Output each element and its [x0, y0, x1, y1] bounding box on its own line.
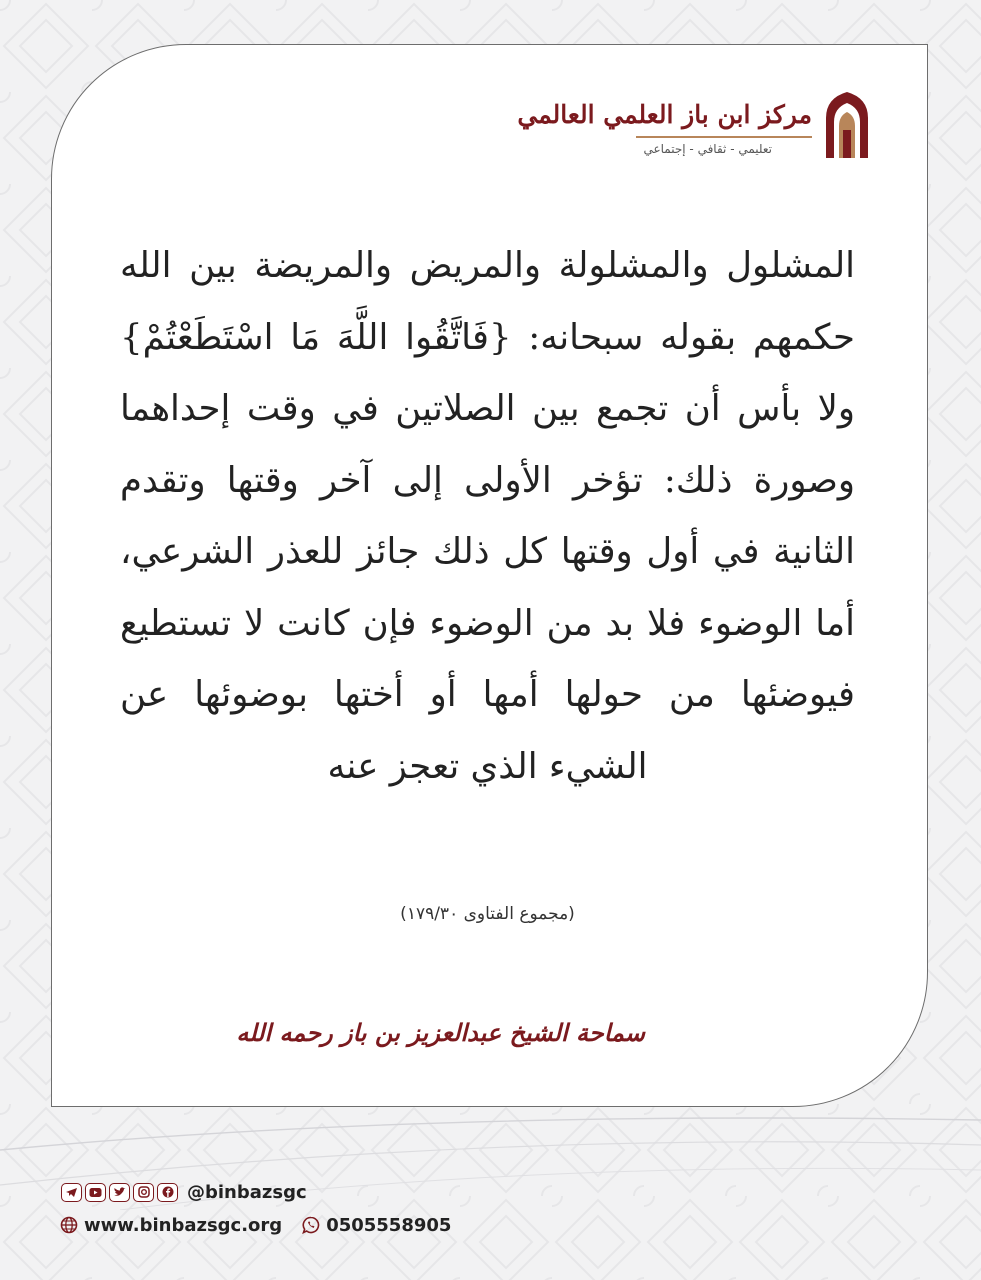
phone-number[interactable]: 0505558905	[326, 1214, 452, 1236]
social-handle[interactable]: @binbazsgc	[187, 1181, 307, 1203]
website-link[interactable]: www.binbazsgc.org	[84, 1214, 283, 1236]
social-links	[61, 1180, 307, 1204]
citation: (مجموع الفتاوى ١٧٩/٣٠)	[400, 904, 575, 924]
brand-logo	[517, 86, 900, 176]
brand-title: مركز ابن باز العلمي العالمي	[517, 100, 812, 129]
instagram-icon[interactable]	[133, 1183, 154, 1202]
contact-row	[60, 1213, 451, 1237]
calligraphy-signature: سماحة الشيخ عبدالعزيز بن باز رحمه الله	[236, 1018, 645, 1047]
whatsapp-icon	[302, 1216, 320, 1234]
brand-divider	[636, 136, 812, 138]
telegram-icon[interactable]	[61, 1183, 82, 1202]
youtube-icon[interactable]	[85, 1183, 106, 1202]
fatwa-text: المشلول والمشلولة والمريض والمريضة بين الله حكمهم بقوله سبحانه: {فَاتَّقُوا اللَّهَ مَا اسْتَطَعْتُمْ} ولا بأس أن تجمع بين الصلاتين في وقت إحداهما وصورة ذلك: تؤخر الأولى إلى آخر وقتها وتقدم الثانية في أول وقتها كل ذلك جائز للعذر الشرعي، أما الوضوء فلا بد من الوضوء فإن كانت لا تستطيع فيوضئها من حولها أمها أو أختها بوضوئها عن الشيء الذي تعجز عنه	[120, 245, 855, 787]
brand-subtitle: تعليمي - ثقافي - إجتماعي	[643, 142, 772, 156]
twitter-icon[interactable]	[109, 1183, 130, 1202]
mosque-arch-icon	[822, 90, 872, 160]
globe-icon	[60, 1216, 78, 1234]
facebook-icon[interactable]	[157, 1183, 178, 1202]
